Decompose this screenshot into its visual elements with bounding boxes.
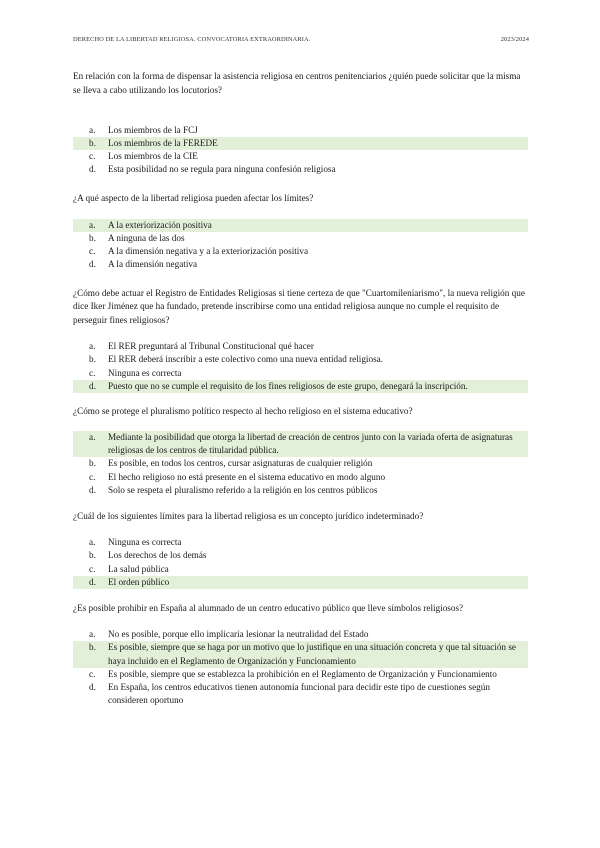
question-block — [73, 510, 528, 589]
question-block — [73, 405, 528, 497]
page-header — [73, 36, 529, 43]
option-text: El hecho religioso no está presente en el sistema educativo en modo alguno — [108, 471, 386, 482]
option-d[interactable] — [73, 681, 528, 707]
question-text: En relación con la forma de dispensar la asistencia religiosa en centros penitenciarios ¿quién puede solicitar que la misma se lleva a cabo utilizando los locutorios? — [73, 71, 521, 95]
options-list — [73, 431, 528, 496]
question-block — [73, 602, 528, 707]
option-text: El RER deberá inscribir a este colectivo como una nueva entidad religiosa. — [108, 354, 384, 365]
option-letter: b. — [89, 458, 96, 469]
option-text: Es posible, en todos los centros, cursar asignaturas de cualquier religión — [108, 458, 373, 469]
option-c[interactable] — [73, 150, 528, 163]
option-text: Ninguna es correcta — [108, 367, 182, 378]
option-letter: a. — [89, 629, 96, 640]
option-letter: d. — [89, 164, 96, 175]
option-letter: d. — [73, 576, 108, 589]
option-b-correct[interactable] — [73, 137, 528, 150]
option-letter: b. — [89, 550, 96, 561]
option-text: El RER preguntará al Tribunal Constitucional qué hacer — [108, 341, 314, 352]
option-letter: a. — [73, 219, 108, 232]
question-text: ¿Es posible prohibir en España al alumnado de un centro educativo público que lleve símbolos religiosos? — [73, 602, 464, 613]
option-letter: c. — [89, 563, 96, 574]
option-text: A ninguna de las dos — [108, 233, 185, 244]
question-text: ¿Cómo se protege el pluralismo político respecto al hecho religioso en el sistema educativo? — [73, 405, 413, 416]
option-letter: c. — [89, 367, 96, 378]
option-letter: a. — [89, 537, 96, 548]
option-c[interactable] — [73, 367, 528, 380]
options-list — [73, 219, 528, 271]
option-letter: a. — [89, 125, 96, 136]
option-text: Es posible, siempre que se establezca la prohibición en el Reglamento de Organización y Funcionamiento — [108, 668, 497, 679]
question-text: ¿Cómo debe actuar el Registro de Entidades Religiosas si tiene certeza de que "Cuartomileniarismo", la nueva religión que dice Iker Jiménez que ha fundado, pretende inscribirse como una entidad religiosa aunque no cumple el requisito de perseguir fines religiosos? — [73, 287, 525, 325]
options-list — [73, 340, 528, 392]
option-c[interactable] — [73, 471, 528, 484]
options-list — [73, 536, 528, 588]
option-a[interactable] — [73, 536, 528, 549]
option-d[interactable] — [73, 258, 528, 271]
option-text: Los miembros de la CIE — [108, 151, 198, 162]
header-year: 2023/2024 — [500, 36, 529, 43]
header-title: DERECHO DE LA LIBERTAD RELIGIOSA. CONVOCATORIA EXTRAORDINARIA. — [73, 36, 311, 43]
option-c[interactable] — [73, 668, 528, 681]
options-list — [73, 124, 528, 176]
question-block — [73, 192, 528, 272]
option-d[interactable] — [73, 484, 528, 497]
option-letter: a. — [89, 341, 96, 352]
question-block — [73, 287, 528, 393]
option-d[interactable] — [73, 163, 528, 176]
option-letter: d. — [89, 484, 96, 495]
option-letter: a. — [73, 431, 108, 457]
option-a-correct[interactable] — [73, 431, 528, 457]
option-c[interactable] — [73, 563, 528, 576]
option-a[interactable] — [73, 628, 528, 641]
option-text: Los miembros de la FCJ — [108, 125, 198, 136]
option-a[interactable] — [73, 124, 528, 137]
option-c[interactable] — [73, 245, 528, 258]
option-b[interactable] — [73, 549, 528, 562]
option-letter: c. — [89, 151, 96, 162]
option-text: La salud pública — [108, 563, 169, 574]
option-a[interactable] — [73, 340, 528, 353]
option-text: Esta posibilidad no se regula para ninguna confesión religiosa — [108, 164, 336, 175]
option-letter: b. — [73, 641, 108, 667]
option-letter: c. — [89, 246, 96, 257]
option-text: Los miembros de la FEREDE — [108, 137, 528, 150]
option-letter: b. — [89, 233, 96, 244]
option-letter: d. — [73, 380, 108, 393]
option-text: Mediante la posibilidad que otorga la libertad de creación de centros junto con la variada oferta de asignaturas religiosas de los centros de titularidad pública. — [108, 431, 528, 457]
question-block — [73, 70, 528, 177]
option-d-correct[interactable] — [73, 576, 528, 589]
option-letter: c. — [89, 471, 96, 482]
question-text: ¿Cuál de los siguientes límites para la libertad religiosa es un concepto jurídico indeterminado? — [73, 510, 424, 521]
option-text: A la dimensión negativa y a la exteriorización positiva — [108, 246, 309, 257]
exam-content — [73, 70, 528, 707]
option-letter: c. — [89, 668, 96, 679]
option-text: Solo se respeta el pluralismo referido a la religión en los centros públicos — [108, 484, 378, 495]
options-list — [73, 628, 528, 707]
option-text: No es posible, porque ello implicaría lesionar la neutralidad del Estado — [108, 629, 369, 640]
option-letter: d. — [89, 681, 96, 692]
option-text: A la exteriorización positiva — [108, 219, 528, 232]
option-b[interactable] — [73, 457, 528, 470]
option-letter: d. — [89, 259, 96, 270]
option-b-correct[interactable] — [73, 641, 528, 667]
option-b[interactable] — [73, 232, 528, 245]
option-text: El orden público — [108, 576, 528, 589]
option-d-correct[interactable] — [73, 380, 528, 393]
option-text: Es posible, siempre que se haga por un motivo que lo justifique en una situación concreta y que tal situación se haya incluido en el Reglamento de Organización y Funcionamiento — [108, 641, 528, 667]
option-b[interactable] — [73, 353, 528, 366]
option-text: En España, los centros educativos tienen autonomía funcional para decidir este tipo de cuestiones según consideren oportuno — [108, 681, 490, 705]
option-text: Ninguna es correcta — [108, 537, 182, 548]
option-text: A la dimensión negativa — [108, 259, 198, 270]
option-letter: b. — [89, 354, 96, 365]
option-text: Los derechos de los demás — [108, 550, 207, 561]
question-text: ¿A qué aspecto de la libertad religiosa pueden afectar los límites? — [73, 192, 314, 203]
option-a-correct[interactable] — [73, 219, 528, 232]
option-letter: b. — [73, 137, 108, 150]
option-text: Puesto que no se cumple el requisito de los fines religiosos de este grupo, denegará la inscripción. — [108, 380, 528, 393]
